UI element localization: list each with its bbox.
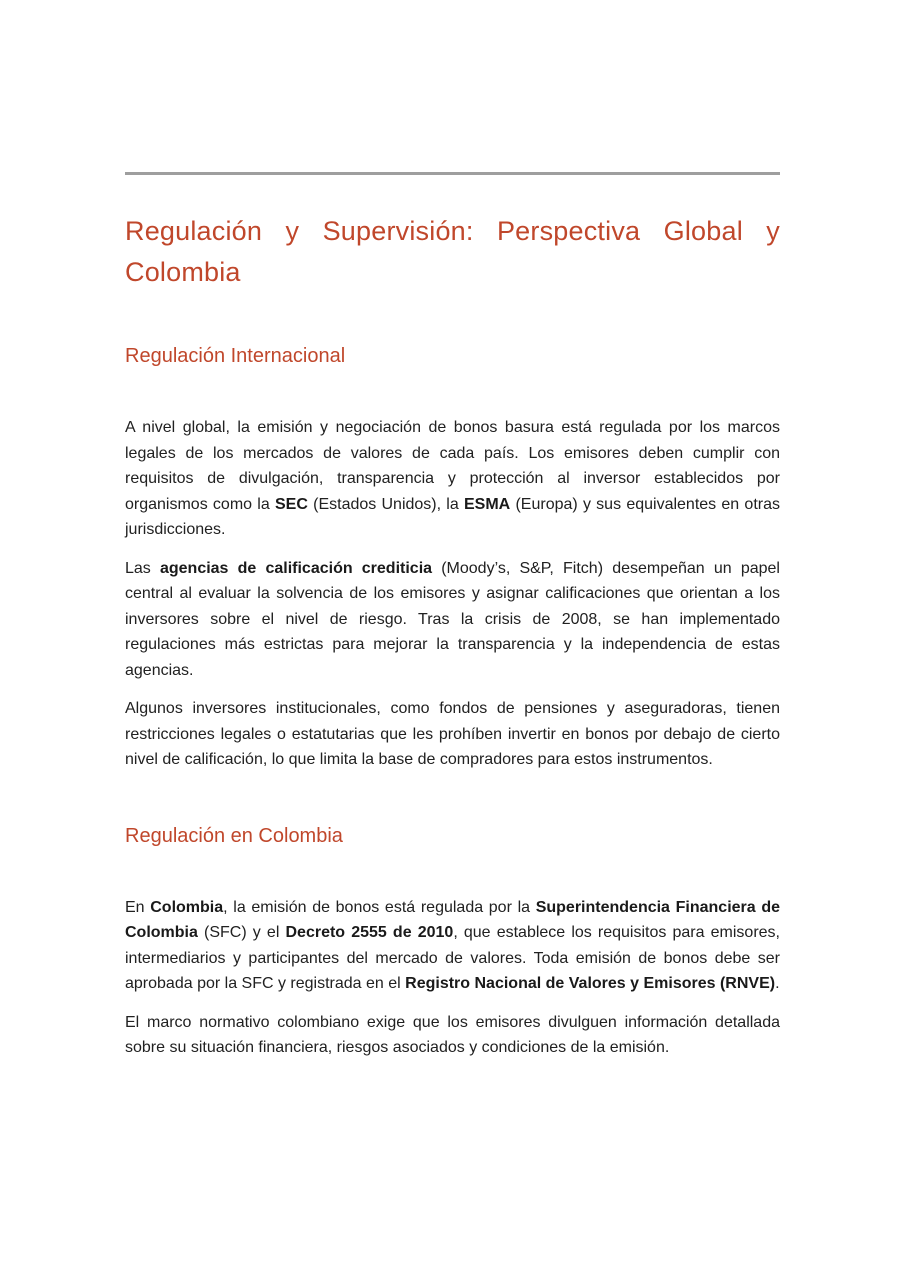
horizontal-rule xyxy=(125,172,780,175)
paragraph: Las agencias de calificación crediticia (Moody’s, S&P, Fitch) desempeñan un papel central al evaluar la solvencia de los emisores y asignar calificaciones que orientan a los inversores sobre el nivel de riesgo. Tras la crisis de 2008, se han implementado regulaciones más estrictas para mejorar la transparencia y la independencia de estas agencias. xyxy=(125,559,780,679)
paragraph: Algunos inversores institucionales, como fondos de pensiones y aseguradoras, tienen restricciones legales o estatutarias que les prohíben invertir en bonos por debajo de cierto nivel de calificación, lo que limita la base de compradores para estos instrumentos. xyxy=(125,700,780,768)
paragraph: En Colombia, la emisión de bonos está regulada por la Superintendencia Financiera de Colombia (SFC) y el Decreto 2555 de 2010, que establece los requisitos para emisores, intermediarios y participantes del mercado de valores. Toda emisión de bonos debe ser aprobada por la SFC y registrada en el Registro Nacional de Valores y Emisores (RNVE). xyxy=(125,898,780,992)
document-content xyxy=(0,172,906,1061)
section-heading-colombia: Regulación en Colombia xyxy=(125,824,343,847)
paragraph: El marco normativo colombiano exige que los emisores divulguen información detallada sobre su situación financiera, riesgos asociados y condiciones de la emisión. xyxy=(125,1013,780,1056)
section-regulacion-internacional xyxy=(125,343,780,773)
page-title: Regulación y Supervisión: Perspectiva Global y Colombia xyxy=(125,216,780,287)
section-regulacion-colombia xyxy=(125,823,780,1061)
paragraph: A nivel global, la emisión y negociación de bonos basura está regulada por los marcos legales de los mercados de valores de cada país. Los emisores deben cumplir con requisitos de divulgación, transparencia y protección al inversor establecidos por organismos como la SEC (Estados Unidos), la ESMA (Europa) y sus equivalentes en otras jurisdicciones. xyxy=(125,419,780,538)
section-heading-internacional: Regulación Internacional xyxy=(125,345,346,367)
